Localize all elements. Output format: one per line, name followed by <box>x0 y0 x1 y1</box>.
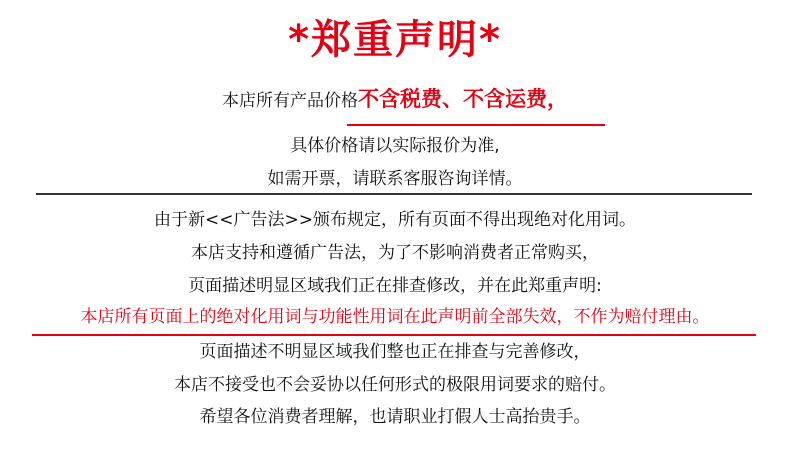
statement-line-5: 页面描述不明显区域我们整也正在排查与完善修改， <box>199 342 591 362</box>
statement-line-3: 页面描述明显区域我们正在排查修改，并在此郑重声明: <box>188 276 602 296</box>
price-notice-line <box>0 86 790 114</box>
price-notice-line-2: 具体价格请以实际报价为准, <box>290 136 500 156</box>
invoice-notice-line: 如需开票，请联系客服咨询详情。 <box>267 169 523 189</box>
statement-line-2: 本店支持和遵循广告法，为了不影响消费者正常购买， <box>191 243 599 263</box>
price-notice-prefix: 本店所有产品价格 <box>222 91 358 111</box>
section-divider <box>36 193 752 195</box>
statement-line-1: 由于新<<广告法>>颁布规定，所有页面不得出现绝对化用词。 <box>154 210 636 230</box>
page-title: *郑重声明* <box>288 17 502 63</box>
statement-highlight-underline <box>32 334 756 336</box>
statement-line-6: 本店不接受也不会妥协以任何形式的极限用词要求的赔付。 <box>174 375 616 395</box>
statement-line-4-highlight: 本店所有页面上的绝对化用词与功能性用词在此声明前全部失效，不作为赔付理由。 <box>80 307 710 327</box>
price-notice-highlight: 不含税费、不含运费， <box>358 87 568 111</box>
statement-line-7: 希望各位消费者理解，也请职业打假人士高抬贵手。 <box>199 407 591 427</box>
highlight-underline <box>347 124 605 126</box>
